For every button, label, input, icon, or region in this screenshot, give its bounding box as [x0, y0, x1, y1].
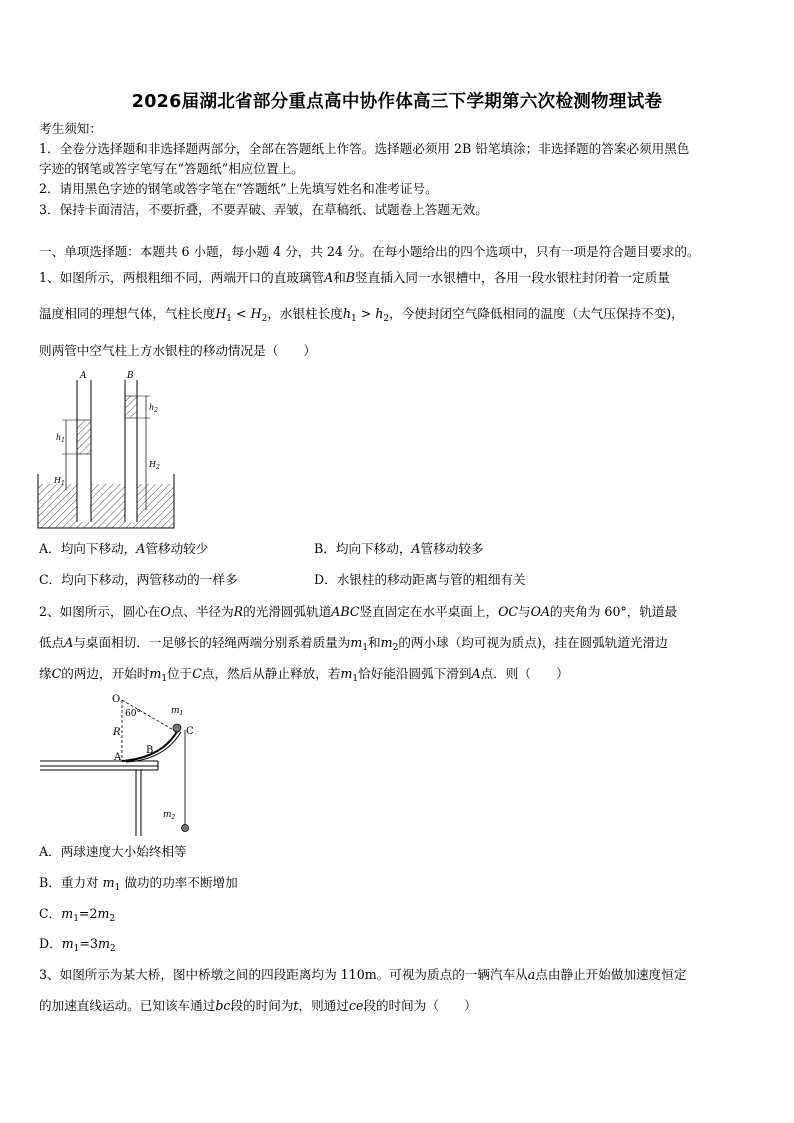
q2-line-1: 2、如图所示，圆心在O点、半径为R的光滑圆弧轨道ABC竖直固定在水平桌面上，OC与OA的夹角为 60°，轨道最 — [39, 604, 678, 619]
notice-item-1-cont: 字迹的钢笔或答字笔写在“答题纸”相应位置上。 — [39, 161, 304, 176]
fig2-label-m1: $m_1$ — [171, 706, 184, 717]
q1-line-2: 温度相同的理想气体，气柱长度$H_1 < H_2$，水银柱长度$h_1 > h_2$，今使封闭空气降低相同的温度（大气压保持不变)， — [39, 306, 684, 324]
q3-line-2: 的加速直线运动。已知该车通过bc段的时间为t，则通过ce段的时间为（ ） — [39, 998, 477, 1013]
notice-item-3: 3．保持卡面清洁，不要折叠，不要弄破、弄皱，在草稿纸、试题卷上答题无效。 — [39, 202, 488, 217]
fig1-label-h2: $h_2$ — [149, 403, 158, 414]
fig2-label-m2: $m_2$ — [163, 810, 176, 821]
fig2-label-angle: 60° — [125, 709, 141, 719]
fig2-label-a: A — [114, 752, 122, 763]
tube-b-mercury — [125, 396, 137, 418]
notice-item-2: 2．请用黑色字迹的钢笔或答字笔在“答题纸”上先填写姓名和准考证号。 — [39, 181, 438, 196]
q1-line-1: 1、如图所示，两根粗细不同，两端开口的直玻璃管A和B竖直插入同一水银槽中，各用一段水银柱封闭着一定质量 — [39, 270, 670, 285]
fig1-label-b: B — [127, 371, 134, 381]
fig1-label-h1: $h_1$ — [56, 433, 65, 444]
fig2-label-o: O — [112, 694, 121, 705]
q3-line-1: 3、如图所示为某大桥，图中桥墩之间的四段距离均为 110m。可视为质点的一辆汽车从a点由静止开始做加速度恒定 — [39, 967, 687, 982]
fig1-label-a: A — [80, 371, 87, 381]
notice-heading: 考生须知： — [39, 121, 102, 136]
tube-a-mercury — [77, 420, 91, 454]
q2-option-d: D．$m_1=3m_2$ — [39, 936, 116, 954]
fig2-label-c: C — [186, 726, 194, 737]
q1-figure — [36, 370, 186, 532]
q2-option-a: A．两球速度大小始终相等 — [39, 844, 187, 859]
q1-line-3: 则两管中空气柱上方水银柱的移动情况是（ ） — [39, 343, 317, 358]
q2-option-c: C．$m_1=2m_2$ — [39, 906, 116, 924]
q1-option-d: D．水银柱的移动距离与管的粗细有关 — [314, 572, 526, 587]
q1-option-b: B．均向下移动，A管移动较多 — [314, 541, 484, 556]
fig2-label-r: R — [113, 727, 121, 738]
page-title: 2026届湖北省部分重点高中协作体高三下学期第六次检测物理试卷 — [131, 92, 663, 112]
fig2-label-b: B — [146, 745, 154, 756]
q1-option-a: A．均向下移动，A管移动较少 — [39, 541, 209, 556]
notice-item-1: 1．全卷分选择题和非选择题两部分，全部在答题纸上作答。选择题必须用 2B 铅笔填涂；非选择题的答案必须用黑色 — [39, 141, 690, 156]
q2-figure — [38, 690, 198, 836]
q2-line-3: 缘C的两边，开始时$m_1$位于C点，然后从静止释放，若$m_1$恰好能沿圆弧下滑到A点．则（ ） — [39, 666, 569, 684]
q2-line-2: 低点A与桌面相切．一足够长的轻绳两端分别系着质量为$m_1$和$m_2$的两小球（均可视为质点)，挂在圆弧轨道光滑边 — [39, 635, 668, 653]
q1-option-c: C．均向下移动，两管移动的一样多 — [39, 572, 238, 587]
fig1-label-H2: $H_2$ — [149, 460, 160, 471]
q2-option-b: B．重力对 $m_1$ 做功的功率不断增加 — [39, 875, 238, 893]
ball-m1 — [173, 724, 181, 732]
fig1-label-H1: $H_1$ — [54, 476, 65, 487]
mercury-trough — [38, 484, 174, 528]
section-heading: 一、单项选择题：本题共 6 小题，每小题 4 分，共 24 分。在每小题给出的四个选项中，只有一项是符合题目要求的。 — [39, 244, 700, 259]
ball-m2 — [182, 825, 189, 832]
